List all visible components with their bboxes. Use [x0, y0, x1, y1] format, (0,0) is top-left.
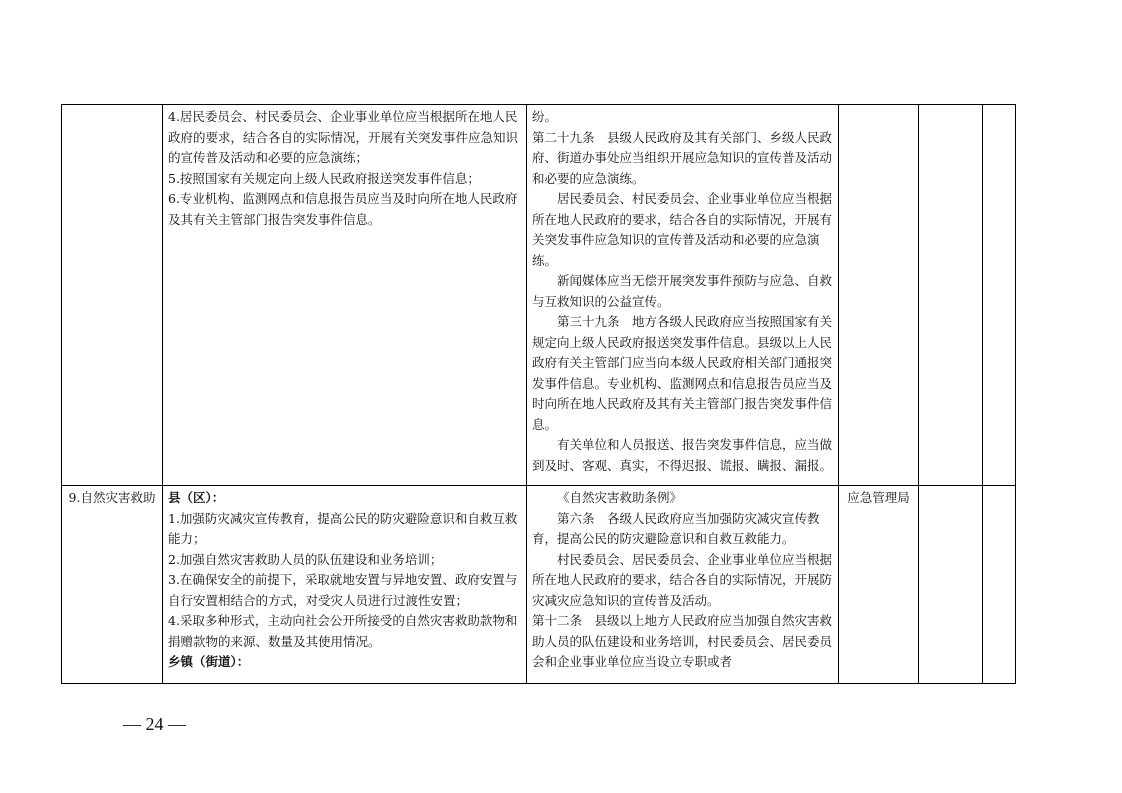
duty-item: 1.加强防灾减灾宣传教育，提高公民的防灾避险意识和自救互救能力；	[168, 510, 518, 546]
item-number-cell	[62, 105, 163, 486]
empty-cell	[919, 486, 983, 684]
duty-item: 4.居民委员会、村民委员会、企业事业单位应当根据所在地人民政府的要求，结合各自的实际情况，开展有关突发事件应急知识的宣传普及活动和必要的应急演练；	[168, 109, 519, 165]
legal-basis-cell	[527, 105, 839, 486]
legal-basis-cell	[527, 486, 839, 684]
duty-item: 5.按照国家有关规定向上级人民政府报送突发事件信息；	[168, 170, 480, 186]
empty-cell	[983, 486, 1016, 684]
basis-paragraph: 第六条 各级人民政府应当加强防灾减灾宣传教育，提高公民的防灾避险意识和自救互救能力。	[532, 510, 820, 546]
duties-cell	[163, 486, 527, 684]
department-cell	[839, 105, 919, 486]
basis-paragraph: 居民委员会、村民委员会、企业事业单位应当根据所在地人民政府的要求，结合各自的实际情况，开展有关突发事件应急知识的宣传普及活动和必要的应急演练。	[532, 191, 833, 268]
basis-paragraph: 第三十九条 地方各级人民政府应当按照国家有关规定向上级人民政府报送突发事件信息。县级以上人民政府有关主管部门应当向本级人民政府相关部门通报突发事件信息。专业机构、监测网点和信息报告员应当及时向所在地人民政府及其有关主管部门报告突发事件信息。	[532, 314, 833, 432]
basis-paragraph: 纷。	[532, 109, 558, 124]
page-number: — 24 —	[123, 714, 186, 734]
basis-paragraph: 村民委员会、居民委员会、企业事业单位应当根据所在地人民政府的要求，结合各自的实际情况，开展防灾减灾应急知识的宣传普及活动。	[532, 551, 833, 608]
duty-item: 3.在确保安全的前提下，采取就地安置与异地安置、政府安置与自行安置相结合的方式，对受灾人员进行过渡性安置；	[168, 572, 518, 608]
basis-paragraph: 有关单位和人员报送、报告突发事件信息，应当做到及时、客观、真实，不得迟报、谎报、瞒报、漏报。	[532, 437, 833, 473]
duty-item: 2.加强自然灾害救助人员的队伍建设和业务培训；	[168, 551, 443, 567]
duty-item: 4.采取多种形式，主动向社会公开所接受的自然灾害救助款物和捐赠款物的来源、数量及其使用情况。	[168, 613, 518, 649]
basis-paragraph: 第十二条 县级以上地方人民政府应当加强自然灾害救助人员的队伍建设和业务培训，村民委员会、居民委员会和企业事业单位应当设立专职或者	[532, 613, 833, 669]
responsibility-table	[61, 104, 1016, 684]
item-number-cell: 9.自然灾害救助	[62, 486, 163, 684]
basis-paragraph: 《自然灾害救助条例》	[557, 490, 683, 505]
department-cell: 应急管理局	[839, 486, 919, 684]
basis-paragraph: 新闻媒体应当无偿开展突发事件预防与应急、自救与互救知识的公益宣传。	[532, 273, 833, 309]
duty-item: 6.专业机构、监测网点和信息报告员应当及时向所在地人民政府及其有关主管部门报告突发事件信息。	[168, 191, 518, 227]
county-heading: 县（区）：	[168, 490, 225, 505]
basis-paragraph: 第二十九条 县级人民政府及其有关部门、乡级人民政府、街道办事处应当组织开展应急知识的宣传普及活动和必要的应急演练。	[532, 129, 833, 186]
town-heading: 乡镇（街道）：	[168, 654, 250, 669]
empty-cell	[983, 105, 1016, 486]
table-row	[62, 486, 1016, 684]
empty-cell	[919, 105, 983, 486]
duties-cell	[163, 105, 527, 486]
table-row	[62, 105, 1016, 486]
